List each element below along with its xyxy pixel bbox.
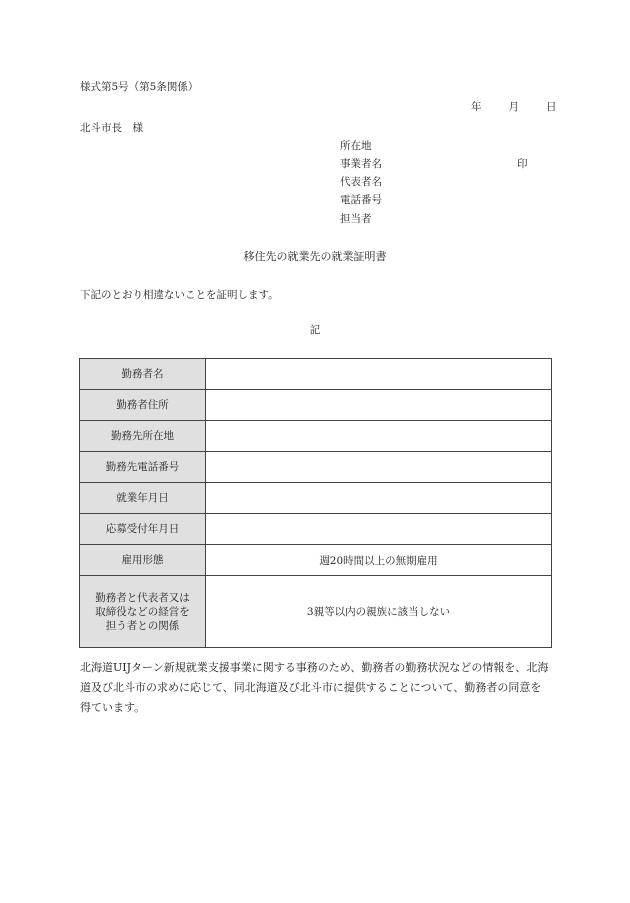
date-line [471,100,557,114]
table-row-label: 雇用形態 [80,545,206,576]
date-year-label: 年 [471,101,482,113]
table-row [80,545,552,576]
table-row [80,514,552,545]
table-row-label: 勤務先所在地 [80,421,206,452]
table-row-label: 就業年月日 [80,483,206,514]
relation-label-line: 取締役などの経営を [95,605,190,618]
addressee: 北斗市長 様 [80,122,143,134]
applicant-address-label: 所在地 [340,140,372,152]
table-row [80,359,552,390]
applicant-contact-person-label: 担当者 [340,213,372,225]
table-row-label: 勤務者住所 [80,390,206,421]
certificate-table [79,358,552,648]
consent-note: 北海道UIJターン新規就業支援事業に関する事務のため、勤務者の勤務状況などの情報を、北海道及び北斗市の求めに応じて、同北海道及び北斗市に提供することについて、勤務者の同意を得ています。 [80,661,549,714]
applicant-phone-label: 電話番号 [340,194,382,206]
applicant-representative-label: 代表者名 [340,176,382,188]
certification-statement: 下記のとおり相違ないことを証明します。 [80,289,279,301]
seal-mark: 印 [517,158,528,170]
table-row-value[interactable] [206,514,552,545]
table-row-relation [80,576,552,648]
table-row-label: 応募受付年月日 [80,514,206,545]
ki-marker: 記 [309,324,321,336]
applicant-business-name-label: 事業者名 [340,158,382,170]
date-day-label: 日 [546,101,557,113]
table-row-value[interactable] [206,390,552,421]
relation-value: 3親等以内の親族に該当しない [206,576,552,648]
relation-label-line: 勤務者と代表者又は [95,591,190,604]
table-row-value[interactable] [206,452,552,483]
table-row [80,452,552,483]
table-row-value[interactable] [206,359,552,390]
table-row [80,483,552,514]
document-title: 移住先の就業先の就業証明書 [243,250,387,263]
relation-label [80,576,206,648]
table-row-value: 週20時間以上の無期雇用 [206,545,552,576]
form-number: 様式第5号（第5条関係） [80,81,199,93]
table-row [80,421,552,452]
date-month-label: 月 [508,101,519,113]
table-row [80,390,552,421]
relation-label-line: 担う者との関係 [105,619,180,632]
table-row-value[interactable] [206,421,552,452]
table-row-label: 勤務者名 [80,359,206,390]
table-row-value[interactable] [206,483,552,514]
table-row-label: 勤務先電話番号 [80,452,206,483]
